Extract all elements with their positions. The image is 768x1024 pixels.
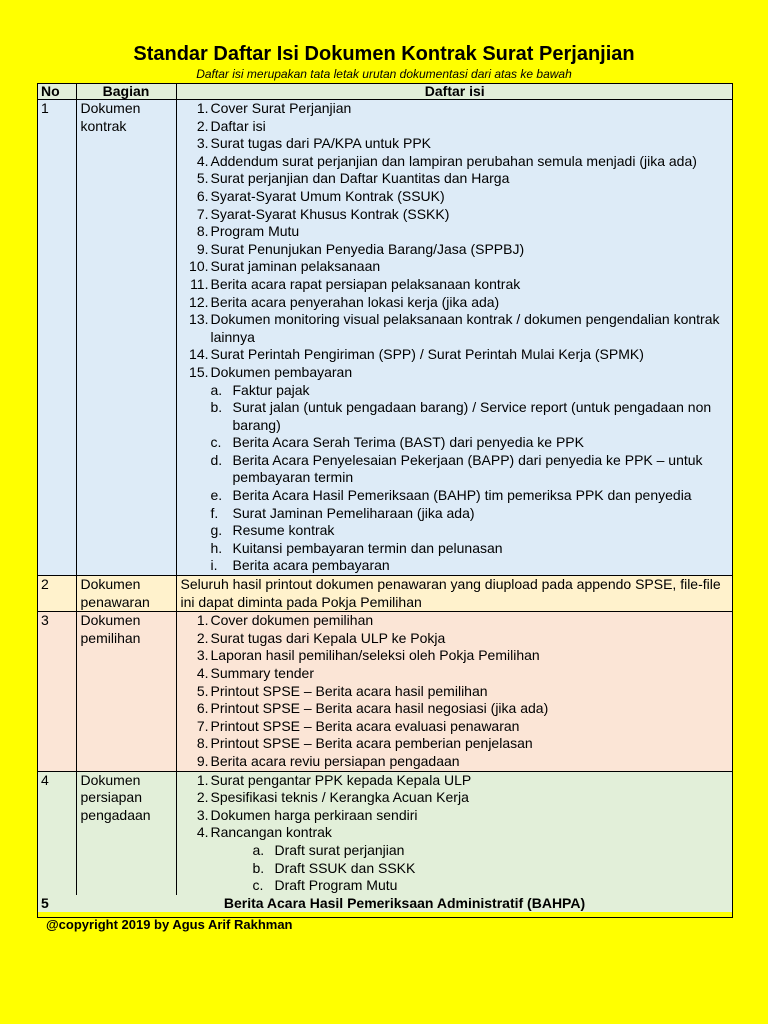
header-bagian: Bagian: [76, 83, 176, 100]
contents-table: [37, 83, 733, 912]
table-row-dokumen-persiapan: [37, 771, 733, 895]
row-number: 4: [37, 771, 76, 895]
list-item: 4. Summary tender: [196, 665, 314, 681]
row-bagian: [76, 100, 176, 576]
list-item: 8. Program Mutu: [196, 223, 300, 240]
bagian-line: Dokumen: [80, 100, 141, 116]
copyright-footer: @copyright 2019 by Agus Arif Rakhman: [46, 917, 293, 932]
row-number: 1: [37, 100, 76, 576]
sub-list-item: a. Draft surat perjanjian: [252, 841, 405, 858]
bagian-line: Dokumen: [80, 576, 141, 593]
sub-list-item: e. Berita Acara Hasil Pemeriksaan (BAHP) tim pemeriksa PPK dan penyedia: [210, 487, 692, 504]
page-subtitle: Daftar isi merupakan tata letak urutan dokumentasi dari atas ke bawah: [196, 67, 572, 81]
bagian-line: penawaran: [80, 593, 150, 610]
header-daftar-isi: Daftar isi: [176, 83, 733, 100]
list-item: 9. Berita acara reviu persiapan pengadaan: [196, 752, 460, 769]
list-item: 10. Surat jaminan pelaksanaan: [189, 258, 381, 275]
row-number: 3: [37, 612, 76, 771]
list-item: 1. Cover dokumen pemilihan: [196, 612, 374, 629]
row-daftar-isi: [176, 771, 733, 895]
bagian-line: pemilihan: [80, 629, 141, 646]
bagian-line: Dokumen: [80, 612, 141, 629]
sub-list-item: c. Berita Acara Serah Terima (BAST) dari penyedia ke PPK: [210, 434, 584, 451]
list-item: 11. Berita acara rapat persiapan pelaksanaan kontrak: [190, 275, 521, 292]
bagian-line: kontrak: [80, 117, 127, 134]
list-item: 7. Printout SPSE – Berita acara evaluasi penawaran: [196, 717, 520, 734]
list-item: 9. Surat Penunjukan Penyedia Barang/Jasa (SPPBJ): [196, 240, 525, 257]
row-daftar-isi: Berita Acara Hasil Pemeriksaan Administratif (BAHPA): [76, 895, 733, 912]
row-daftar-isi: [176, 100, 733, 576]
sub-list: [177, 382, 730, 576]
row-daftar-isi: Seluruh hasil printout dokumen penawaran yang diupload pada appendo SPSE, file-file ini dapat diminta pada Pokja Pemilihan: [176, 576, 733, 612]
list-item: 3. Dokumen harga perkiraan sendiri: [196, 806, 418, 823]
table-row-dokumen-penawaran: [37, 576, 733, 612]
list-item: 5. Printout SPSE – Berita acara hasil pemilihan: [196, 682, 488, 699]
bagian-line: pengadaan: [80, 806, 151, 823]
list-item: 7. Syarat-Syarat Khusus Kontrak (SSKK): [196, 205, 450, 222]
sub-list-item: d. Berita Acara Penyelesaian Pekerjaan (BAPP) dari penyedia ke PPK – untuk pembayaran termin: [210, 451, 703, 486]
row-bagian: [76, 771, 176, 895]
sub-list-item: g. Resume kontrak: [210, 522, 335, 539]
page-title: Standar Daftar Isi Dokumen Kontrak Surat Perjanjian: [133, 43, 635, 65]
table-header-row: [37, 83, 733, 100]
list-item: 1. Surat pengantar PPK kepada Kepala ULP: [196, 771, 472, 788]
table-row-dokumen-pemilihan: [37, 612, 733, 771]
list-item: 6. Syarat-Syarat Umum Kontrak (SSUK): [196, 187, 445, 204]
sub-list-item: h. Kuitansi pembayaran termin dan pelunasan: [210, 539, 503, 556]
row-bagian: [76, 612, 176, 771]
sub-list-item: b. Surat jalan (untuk pengadaan barang) / Service report (untuk pengadaan non barang): [210, 399, 712, 433]
list-item: 2. Surat tugas dari Kepala ULP ke Pokja: [196, 629, 446, 646]
sub-list-item: c. Draft Program Mutu: [252, 877, 398, 894]
list-item: 15. Dokumen pembayaran: [189, 363, 353, 380]
sub-list: [181, 842, 730, 895]
list-item: 2. Spesifikasi teknis / Kerangka Acuan Kerja: [196, 789, 469, 806]
list-item: 4. Addendum surat perjanjian dan lampiran perubahan semula menjadi (jika ada): [196, 152, 697, 169]
row-daftar-isi: [176, 612, 733, 771]
bagian-line: persiapan: [80, 789, 142, 806]
header-no: No: [37, 83, 76, 100]
contents-list: [181, 612, 730, 770]
list-item: 5. Surat perjanjian dan Daftar Kuantitas dan Harga: [196, 170, 510, 187]
list-item: 14. Surat Perintah Pengiriman (SPP) / Surat Perintah Mulai Kerja (SPMK): [189, 346, 644, 363]
list-item: 3. Laporan hasil pemilihan/seleksi oleh Pokja Pemilihan: [196, 647, 540, 664]
table-row-dokumen-kontrak: [37, 100, 733, 576]
row-bagian: [76, 576, 176, 612]
sub-list-item: a. Faktur pajak: [210, 381, 310, 398]
table-row-bahpa: [37, 895, 733, 912]
list-item: 12. Berita acara penyerahan lokasi kerja (jika ada): [189, 293, 500, 310]
bagian-line: Dokumen: [80, 771, 141, 788]
list-item: 6. Printout SPSE – Berita acara hasil negosiasi (jika ada): [196, 700, 549, 717]
sub-list-item: b. Draft SSUK dan SSKK: [252, 859, 416, 876]
list-item: 1. Cover Surat Perjanjian: [196, 100, 352, 116]
list-item: 13. Dokumen monitoring visual pelaksanaan kontrak / dokumen pengendalian kontrak lainnya: [189, 311, 720, 345]
contents-list: [181, 100, 730, 382]
list-item: 3. Surat tugas dari PA/KPA untuk PPK: [196, 135, 431, 152]
list-item: 2. Daftar isi: [196, 117, 266, 134]
contents-list: [181, 772, 730, 842]
sub-list-item: i. Berita acara pembayaran: [210, 557, 390, 574]
row-number: 5: [37, 895, 76, 912]
row-number: 2: [37, 576, 76, 612]
sub-list-item: f. Surat Jaminan Pemeliharaan (jika ada): [210, 504, 475, 521]
list-item: 8. Printout SPSE – Berita acara pemberian penjelasan: [196, 735, 533, 752]
list-item: 4. Rancangan kontrak: [196, 824, 332, 841]
